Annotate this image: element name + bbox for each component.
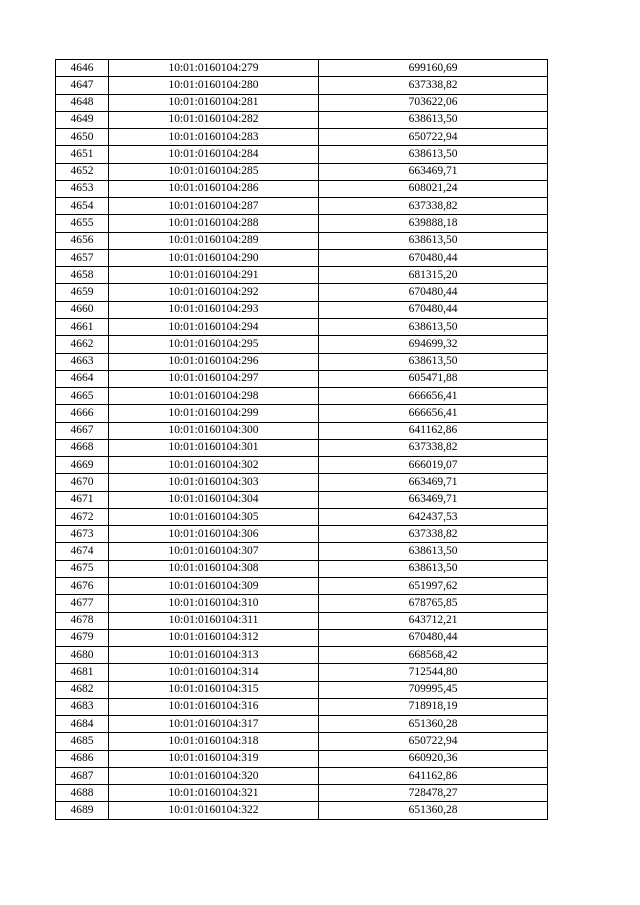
value-cell: 638613,50 bbox=[319, 318, 548, 335]
value-cell: 712544,80 bbox=[319, 664, 548, 681]
row-number-cell: 4663 bbox=[56, 353, 109, 370]
table-row bbox=[56, 767, 548, 784]
cadastral-number-cell: 10:01:0160104:306 bbox=[109, 526, 319, 543]
table-row bbox=[56, 284, 548, 301]
cadastral-number-cell: 10:01:0160104:284 bbox=[109, 146, 319, 163]
table-row bbox=[56, 474, 548, 491]
row-number-cell: 4676 bbox=[56, 577, 109, 594]
cadastral-number-cell: 10:01:0160104:285 bbox=[109, 163, 319, 180]
value-cell: 641162,86 bbox=[319, 767, 548, 784]
table-row bbox=[56, 388, 548, 405]
value-cell: 666656,41 bbox=[319, 405, 548, 422]
cadastral-number-cell: 10:01:0160104:298 bbox=[109, 388, 319, 405]
table-row bbox=[56, 664, 548, 681]
row-number-cell: 4666 bbox=[56, 405, 109, 422]
cadastral-number-cell: 10:01:0160104:279 bbox=[109, 60, 319, 77]
row-number-cell: 4677 bbox=[56, 595, 109, 612]
table-row bbox=[56, 180, 548, 197]
row-number-cell: 4671 bbox=[56, 491, 109, 508]
cadastral-number-cell: 10:01:0160104:281 bbox=[109, 94, 319, 111]
table-row bbox=[56, 111, 548, 128]
row-number-cell: 4686 bbox=[56, 750, 109, 767]
table-row bbox=[56, 198, 548, 215]
table-row bbox=[56, 577, 548, 594]
table-row bbox=[56, 716, 548, 733]
cadastral-number-cell: 10:01:0160104:315 bbox=[109, 681, 319, 698]
table-row bbox=[56, 526, 548, 543]
table-row bbox=[56, 802, 548, 819]
table-row bbox=[56, 318, 548, 335]
value-cell: 641162,86 bbox=[319, 422, 548, 439]
value-cell: 703622,06 bbox=[319, 94, 548, 111]
table-row bbox=[56, 560, 548, 577]
table-row bbox=[56, 249, 548, 266]
row-number-cell: 4688 bbox=[56, 785, 109, 802]
table-row bbox=[56, 146, 548, 163]
table-row bbox=[56, 370, 548, 387]
table-row bbox=[56, 750, 548, 767]
table-row bbox=[56, 733, 548, 750]
table-row bbox=[56, 301, 548, 318]
cadastral-number-cell: 10:01:0160104:307 bbox=[109, 543, 319, 560]
value-cell: 651360,28 bbox=[319, 716, 548, 733]
table-row bbox=[56, 491, 548, 508]
value-cell: 605471,88 bbox=[319, 370, 548, 387]
value-cell: 651997,62 bbox=[319, 577, 548, 594]
row-number-cell: 4657 bbox=[56, 249, 109, 266]
cadastral-number-cell: 10:01:0160104:320 bbox=[109, 767, 319, 784]
value-cell: 638613,50 bbox=[319, 232, 548, 249]
value-cell: 666656,41 bbox=[319, 388, 548, 405]
cadastral-number-cell: 10:01:0160104:309 bbox=[109, 577, 319, 594]
table-row bbox=[56, 629, 548, 646]
cadastral-number-cell: 10:01:0160104:292 bbox=[109, 284, 319, 301]
cadastral-number-cell: 10:01:0160104:296 bbox=[109, 353, 319, 370]
cadastral-number-cell: 10:01:0160104:312 bbox=[109, 629, 319, 646]
table-row bbox=[56, 508, 548, 525]
value-cell: 642437,53 bbox=[319, 508, 548, 525]
table-row bbox=[56, 422, 548, 439]
cadastral-number-cell: 10:01:0160104:321 bbox=[109, 785, 319, 802]
value-cell: 608021,24 bbox=[319, 180, 548, 197]
value-cell: 638613,50 bbox=[319, 111, 548, 128]
cadastral-number-cell: 10:01:0160104:308 bbox=[109, 560, 319, 577]
cadastral-number-cell: 10:01:0160104:322 bbox=[109, 802, 319, 819]
cadastral-number-cell: 10:01:0160104:304 bbox=[109, 491, 319, 508]
value-cell: 709995,45 bbox=[319, 681, 548, 698]
row-number-cell: 4683 bbox=[56, 698, 109, 715]
table-row bbox=[56, 267, 548, 284]
row-number-cell: 4659 bbox=[56, 284, 109, 301]
cadastral-number-cell: 10:01:0160104:293 bbox=[109, 301, 319, 318]
row-number-cell: 4681 bbox=[56, 664, 109, 681]
cadastral-number-cell: 10:01:0160104:305 bbox=[109, 508, 319, 525]
table-row bbox=[56, 785, 548, 802]
cadastral-number-cell: 10:01:0160104:318 bbox=[109, 733, 319, 750]
row-number-cell: 4675 bbox=[56, 560, 109, 577]
row-number-cell: 4668 bbox=[56, 439, 109, 456]
row-number-cell: 4680 bbox=[56, 647, 109, 664]
value-cell: 670480,44 bbox=[319, 249, 548, 266]
cadastral-number-cell: 10:01:0160104:286 bbox=[109, 180, 319, 197]
table-row bbox=[56, 232, 548, 249]
value-cell: 663469,71 bbox=[319, 474, 548, 491]
value-cell: 637338,82 bbox=[319, 439, 548, 456]
row-number-cell: 4678 bbox=[56, 612, 109, 629]
cadastral-number-cell: 10:01:0160104:314 bbox=[109, 664, 319, 681]
value-cell: 660920,36 bbox=[319, 750, 548, 767]
cadastral-number-cell: 10:01:0160104:282 bbox=[109, 111, 319, 128]
value-cell: 637338,82 bbox=[319, 77, 548, 94]
table-row bbox=[56, 163, 548, 180]
value-cell: 666019,07 bbox=[319, 457, 548, 474]
cadastral-number-cell: 10:01:0160104:290 bbox=[109, 249, 319, 266]
row-number-cell: 4649 bbox=[56, 111, 109, 128]
value-cell: 650722,94 bbox=[319, 733, 548, 750]
cadastral-number-cell: 10:01:0160104:316 bbox=[109, 698, 319, 715]
row-number-cell: 4658 bbox=[56, 267, 109, 284]
row-number-cell: 4684 bbox=[56, 716, 109, 733]
cadastral-number-cell: 10:01:0160104:317 bbox=[109, 716, 319, 733]
table-row bbox=[56, 336, 548, 353]
cadastral-number-cell: 10:01:0160104:283 bbox=[109, 129, 319, 146]
cadastral-number-cell: 10:01:0160104:311 bbox=[109, 612, 319, 629]
table-row bbox=[56, 215, 548, 232]
table-row bbox=[56, 77, 548, 94]
value-cell: 663469,71 bbox=[319, 491, 548, 508]
cadastral-number-cell: 10:01:0160104:319 bbox=[109, 750, 319, 767]
value-cell: 728478,27 bbox=[319, 785, 548, 802]
cadastral-number-cell: 10:01:0160104:299 bbox=[109, 405, 319, 422]
value-cell: 670480,44 bbox=[319, 284, 548, 301]
table-row bbox=[56, 353, 548, 370]
table-row bbox=[56, 681, 548, 698]
row-number-cell: 4673 bbox=[56, 526, 109, 543]
value-cell: 663469,71 bbox=[319, 163, 548, 180]
value-cell: 638613,50 bbox=[319, 146, 548, 163]
value-cell: 650722,94 bbox=[319, 129, 548, 146]
row-number-cell: 4685 bbox=[56, 733, 109, 750]
row-number-cell: 4687 bbox=[56, 767, 109, 784]
row-number-cell: 4664 bbox=[56, 370, 109, 387]
value-cell: 670480,44 bbox=[319, 629, 548, 646]
table-row bbox=[56, 647, 548, 664]
cadastral-number-cell: 10:01:0160104:302 bbox=[109, 457, 319, 474]
cadastral-number-cell: 10:01:0160104:310 bbox=[109, 595, 319, 612]
cadastral-number-cell: 10:01:0160104:288 bbox=[109, 215, 319, 232]
row-number-cell: 4660 bbox=[56, 301, 109, 318]
row-number-cell: 4670 bbox=[56, 474, 109, 491]
value-cell: 651360,28 bbox=[319, 802, 548, 819]
value-cell: 694699,32 bbox=[319, 336, 548, 353]
row-number-cell: 4679 bbox=[56, 629, 109, 646]
row-number-cell: 4655 bbox=[56, 215, 109, 232]
cadastral-number-cell: 10:01:0160104:294 bbox=[109, 318, 319, 335]
value-cell: 718918,19 bbox=[319, 698, 548, 715]
row-number-cell: 4651 bbox=[56, 146, 109, 163]
value-cell: 638613,50 bbox=[319, 543, 548, 560]
table-row bbox=[56, 94, 548, 111]
value-cell: 637338,82 bbox=[319, 198, 548, 215]
cadastral-number-cell: 10:01:0160104:313 bbox=[109, 647, 319, 664]
value-cell: 681315,20 bbox=[319, 267, 548, 284]
row-number-cell: 4661 bbox=[56, 318, 109, 335]
row-number-cell: 4669 bbox=[56, 457, 109, 474]
row-number-cell: 4648 bbox=[56, 94, 109, 111]
value-cell: 699160,69 bbox=[319, 60, 548, 77]
table-row bbox=[56, 405, 548, 422]
table-row bbox=[56, 612, 548, 629]
row-number-cell: 4689 bbox=[56, 802, 109, 819]
row-number-cell: 4654 bbox=[56, 198, 109, 215]
table-row bbox=[56, 543, 548, 560]
value-cell: 638613,50 bbox=[319, 560, 548, 577]
cadastral-number-cell: 10:01:0160104:303 bbox=[109, 474, 319, 491]
cadastral-number-cell: 10:01:0160104:289 bbox=[109, 232, 319, 249]
table-row bbox=[56, 595, 548, 612]
cadastral-number-cell: 10:01:0160104:291 bbox=[109, 267, 319, 284]
row-number-cell: 4656 bbox=[56, 232, 109, 249]
row-number-cell: 4647 bbox=[56, 77, 109, 94]
value-cell: 637338,82 bbox=[319, 526, 548, 543]
row-number-cell: 4672 bbox=[56, 508, 109, 525]
row-number-cell: 4650 bbox=[56, 129, 109, 146]
table-row bbox=[56, 60, 548, 77]
value-cell: 678765,85 bbox=[319, 595, 548, 612]
table-row bbox=[56, 698, 548, 715]
value-cell: 643712,21 bbox=[319, 612, 548, 629]
cadastral-number-cell: 10:01:0160104:287 bbox=[109, 198, 319, 215]
value-cell: 670480,44 bbox=[319, 301, 548, 318]
row-number-cell: 4652 bbox=[56, 163, 109, 180]
cadastral-number-cell: 10:01:0160104:295 bbox=[109, 336, 319, 353]
cadastral-value-table bbox=[55, 59, 548, 820]
cadastral-number-cell: 10:01:0160104:301 bbox=[109, 439, 319, 456]
table-row bbox=[56, 457, 548, 474]
row-number-cell: 4682 bbox=[56, 681, 109, 698]
row-number-cell: 4662 bbox=[56, 336, 109, 353]
value-cell: 638613,50 bbox=[319, 353, 548, 370]
cadastral-number-cell: 10:01:0160104:297 bbox=[109, 370, 319, 387]
row-number-cell: 4665 bbox=[56, 388, 109, 405]
row-number-cell: 4667 bbox=[56, 422, 109, 439]
value-cell: 668568,42 bbox=[319, 647, 548, 664]
cadastral-number-cell: 10:01:0160104:280 bbox=[109, 77, 319, 94]
table-body bbox=[56, 60, 548, 820]
table-row bbox=[56, 129, 548, 146]
cadastral-number-cell: 10:01:0160104:300 bbox=[109, 422, 319, 439]
value-cell: 639888,18 bbox=[319, 215, 548, 232]
table-row bbox=[56, 439, 548, 456]
document-page bbox=[55, 59, 547, 820]
row-number-cell: 4653 bbox=[56, 180, 109, 197]
row-number-cell: 4674 bbox=[56, 543, 109, 560]
row-number-cell: 4646 bbox=[56, 60, 109, 77]
